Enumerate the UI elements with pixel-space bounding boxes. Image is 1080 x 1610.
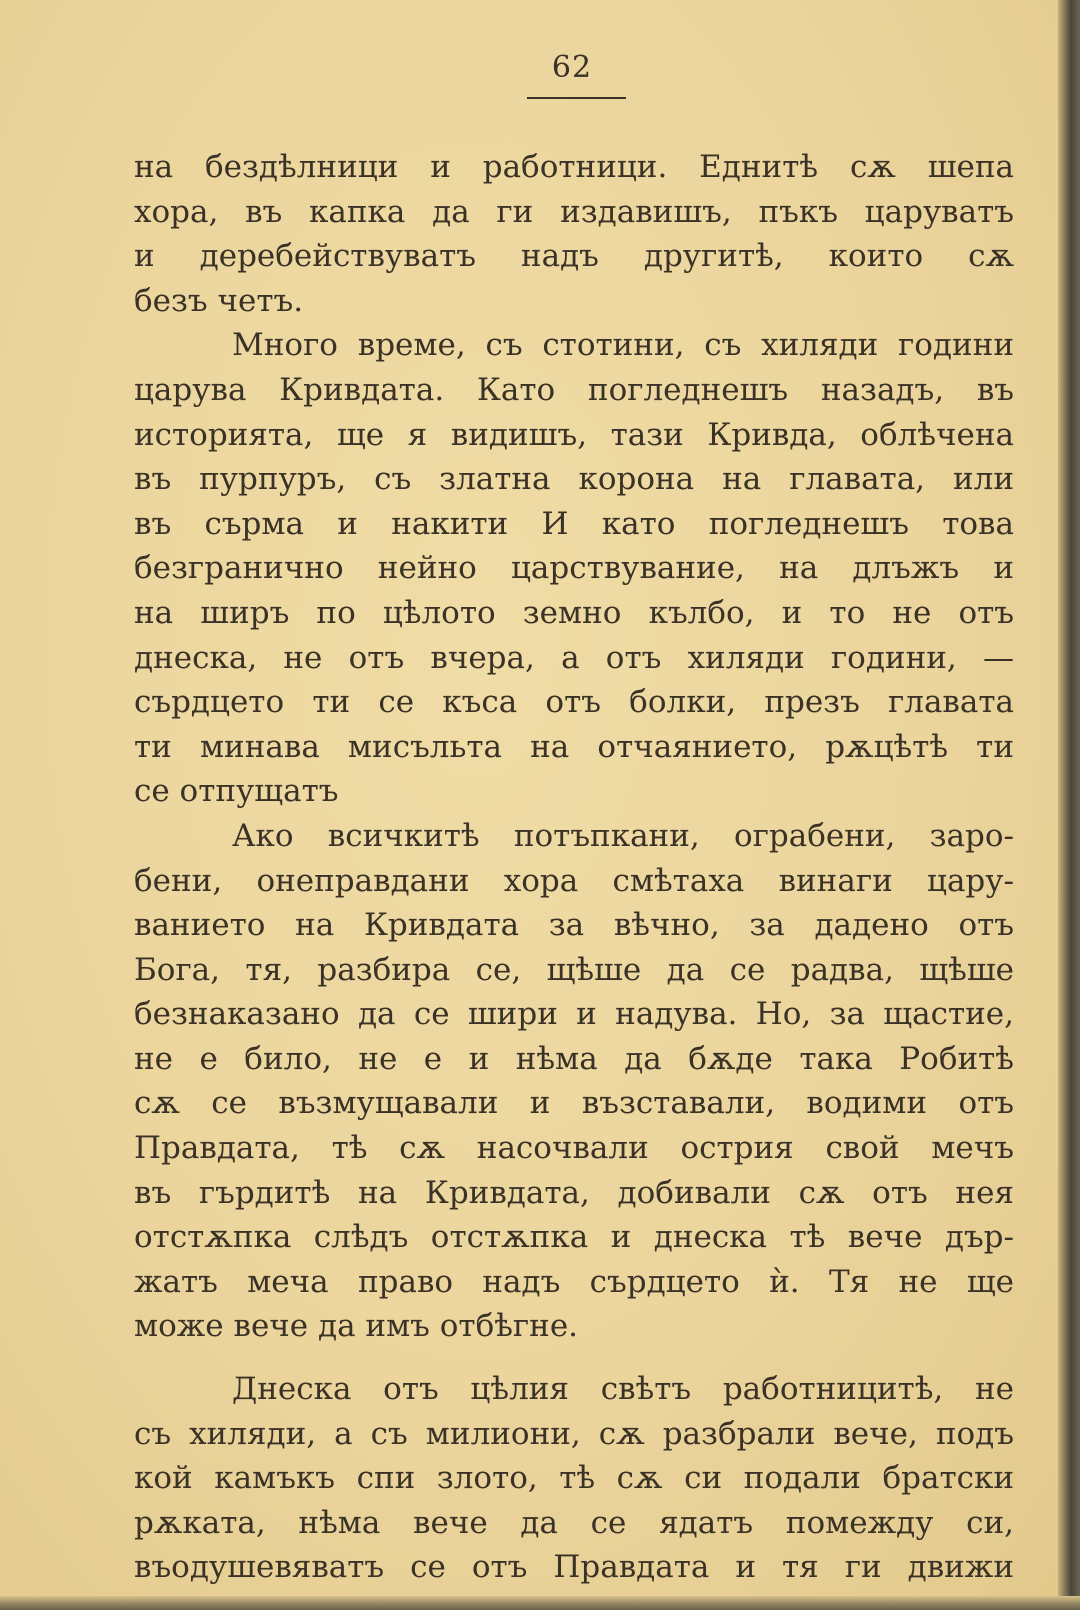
text-line: и деребействуватъ надъ другитѣ, които сѫ (134, 238, 1014, 275)
text-line: безгранично нейно царствувание, на длъжъ и (134, 550, 1014, 587)
text-line: сѫ се възмущавали и възставали, водими отъ (134, 1085, 1014, 1122)
text-line: въ сърма и накити И като погледнешъ това (134, 505, 1014, 542)
text-line: ти минава мисъльта на отчаянието, рѫцѣтѣ ти (134, 728, 1014, 765)
text-line: Днеска отъ цѣлия свѣтъ работницитѣ, не (232, 1371, 1014, 1408)
paragraph-1 (134, 145, 1014, 323)
text-line: съ хиляди, а съ милиони, сѫ разбрали вече, подъ (134, 1415, 1014, 1452)
text-line: бени, онеправдани хора смѣтаха винаги цару- (134, 862, 1014, 899)
page-number-rule (527, 97, 626, 99)
text-line: се отпущатъ (134, 773, 339, 810)
body-text (134, 145, 1014, 1590)
text-line: царува Кривдата. Като погледнешъ назадъ, въ (134, 371, 1014, 408)
text-line: въ гърдитѣ на Кривдата, добивали сѫ отъ нея (134, 1174, 1014, 1211)
text-line: въ пурпуръ, съ златна корона на главата, или (134, 461, 1014, 498)
paragraph-2 (134, 323, 1014, 814)
paragraph-3 (134, 814, 1014, 1349)
text-line: на ширъ по цѣлото земно кълбо, и то не отъ (134, 594, 1014, 631)
text-line: Ако всичкитѣ потъпкани, ограбени, заро- (232, 817, 1014, 854)
text-line: днеска, не отъ вчера, а отъ хиляди години, — (134, 639, 1014, 676)
page-number: 62 (551, 50, 593, 85)
text-line: ванието на Кривдата за вѣчно, за дадено отъ (134, 907, 1014, 944)
text-line: хора, въ капка да ги издавишъ, пъкъ царуватъ (134, 193, 1014, 230)
text-line: не е било, не е и нѣма да бѫде така Робитѣ (134, 1040, 1014, 1077)
text-line: на бездѣлници и работници. Еднитѣ сѫ шепа (134, 149, 1014, 185)
text-line: въодушевяватъ се отъ Правдата и тя ги движи (134, 1549, 1014, 1586)
book-spine-shadow (1058, 0, 1080, 1610)
paragraph-4 (134, 1367, 1014, 1590)
text-line: може вече да имъ отбѣгне. (134, 1308, 579, 1345)
paragraph-spacer (134, 1349, 1014, 1367)
text-line: отстѫпка слѣдъ отстѫпка и днеска тѣ вече дър- (134, 1219, 1014, 1256)
text-line: Правдата, тѣ сѫ насочвали острия свой мечъ (134, 1130, 1014, 1167)
text-line: рѫката, нѣма вече да се ядатъ помежду си, (134, 1504, 1014, 1541)
text-line: Бога, тя, разбира се, щѣше да се радва, щѣше (134, 951, 1014, 988)
text-line: историята, ще я видишъ, тази Кривда, облѣчена (134, 416, 1014, 453)
text-line: жатъ меча право надъ сърдцето ѝ. Тя не ще (134, 1263, 1014, 1300)
text-line: безъ четъ. (134, 282, 304, 319)
text-line: Много време, съ стотини, съ хиляди години (232, 327, 1014, 364)
page-bottom-edge (0, 1596, 1080, 1610)
text-line: кой камъкъ спи злото, тѣ сѫ си подали братски (134, 1460, 1014, 1497)
text-line: сърдцето ти се къса отъ болки, презъ главата (134, 684, 1014, 721)
text-line: безнаказано да се шири и надува. Но, за щастие, (134, 996, 1014, 1033)
